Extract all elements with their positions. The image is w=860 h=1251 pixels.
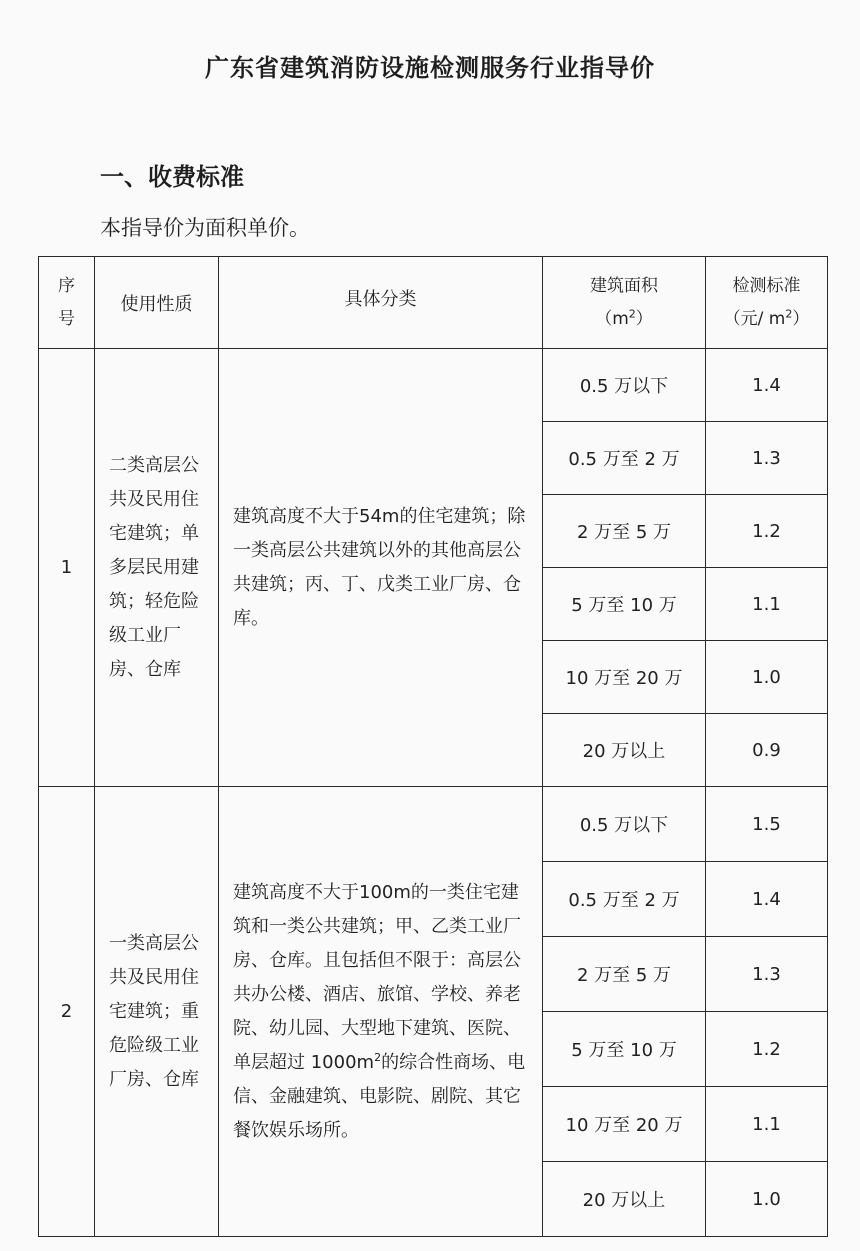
area-cell: 20 万以上 bbox=[543, 1162, 706, 1237]
header-area-unit: （m bbox=[595, 308, 629, 329]
document-title: 广东省建筑消防设施检测服务行业指导价 bbox=[205, 54, 655, 82]
area-cell: 20 万以上 bbox=[543, 714, 706, 787]
rate-cell: 1.3 bbox=[706, 422, 828, 495]
rate-cell: 1.2 bbox=[706, 1012, 828, 1087]
header-rate-line2 bbox=[706, 303, 827, 336]
header-rate-line1: 检测标准 bbox=[732, 275, 801, 296]
rate-cell: 1.2 bbox=[706, 495, 828, 568]
intro-text: 本指导价为面积单价。 bbox=[100, 216, 310, 240]
rate-cell: 0.9 bbox=[706, 714, 828, 787]
rate-cell: 1.1 bbox=[706, 1087, 828, 1162]
group2-detail-sup: 2 bbox=[374, 1050, 382, 1064]
header-area-close: ） bbox=[635, 308, 653, 329]
group2-detail bbox=[219, 787, 543, 1237]
group1-usage: 二类高层公共及民用住宅建筑；单多层民用建筑；轻危险级工业厂房、仓库 bbox=[95, 349, 219, 787]
header-usage: 使用性质 bbox=[95, 257, 219, 349]
group2-seq: 2 bbox=[39, 787, 95, 1237]
header-seq bbox=[39, 257, 95, 349]
rate-cell: 1.1 bbox=[706, 568, 828, 641]
rate-cell: 1.0 bbox=[706, 1162, 828, 1237]
area-cell: 2 万至 5 万 bbox=[543, 937, 706, 1012]
header-category: 具体分类 bbox=[219, 257, 543, 349]
header-rate bbox=[706, 257, 828, 349]
area-cell: 0.5 万至 2 万 bbox=[543, 862, 706, 937]
header-rate-unit: （元/ m bbox=[723, 308, 786, 329]
rate-cell: 1.4 bbox=[706, 349, 828, 422]
area-cell: 10 万至 20 万 bbox=[543, 641, 706, 714]
area-cell: 2 万至 5 万 bbox=[543, 495, 706, 568]
rate-cell: 1.4 bbox=[706, 862, 828, 937]
area-cell: 10 万至 20 万 bbox=[543, 1087, 706, 1162]
header-area bbox=[543, 257, 706, 349]
rate-cell: 1.3 bbox=[706, 937, 828, 1012]
group1-detail: 建筑高度不大于54m的住宅建筑；除一类高层公共建筑以外的其他高层公共建筑；丙、丁、戊类工业厂房、仓库。 bbox=[219, 349, 543, 787]
header-rate-close: ） bbox=[792, 308, 810, 329]
header-area-line1: 建筑面积 bbox=[590, 275, 658, 296]
header-seq-line2: 号 bbox=[58, 308, 75, 329]
table-header-row bbox=[39, 257, 828, 349]
header-seq-line1: 序 bbox=[58, 275, 75, 296]
area-cell: 0.5 万以下 bbox=[543, 349, 706, 422]
area-cell: 0.5 万以下 bbox=[543, 787, 706, 862]
group2-detail-text: 建筑高度不大于100m的一类住宅建筑和一类公共建筑；甲、乙类工业厂房、仓库。且包括但不限于：高层公共办公楼、酒店、旅馆、学校、养老院、幼儿园、大型地下建筑、医院、单层超过 1000m bbox=[233, 881, 521, 1073]
rate-cell: 1.5 bbox=[706, 787, 828, 862]
group2-detail-tail: 的综合性商场、电信、金融建筑、电影院、剧院、其它餐饮娱乐场所。 bbox=[233, 1051, 526, 1141]
header-rate-sup: 2 bbox=[785, 306, 793, 320]
area-cell: 0.5 万至 2 万 bbox=[543, 422, 706, 495]
table-row bbox=[39, 787, 828, 862]
section-heading: 一、收费标准 bbox=[100, 163, 244, 191]
group2-usage: 一类高层公共及民用住宅建筑；重危险级工业厂房、仓库 bbox=[95, 787, 219, 1237]
area-cell: 5 万至 10 万 bbox=[543, 568, 706, 641]
area-cell: 5 万至 10 万 bbox=[543, 1012, 706, 1087]
rate-cell: 1.0 bbox=[706, 641, 828, 714]
table-row bbox=[39, 349, 828, 422]
header-area-sup: 2 bbox=[628, 306, 636, 320]
group1-seq: 1 bbox=[39, 349, 95, 787]
header-area-line2 bbox=[543, 303, 705, 336]
fee-table bbox=[38, 256, 828, 1237]
